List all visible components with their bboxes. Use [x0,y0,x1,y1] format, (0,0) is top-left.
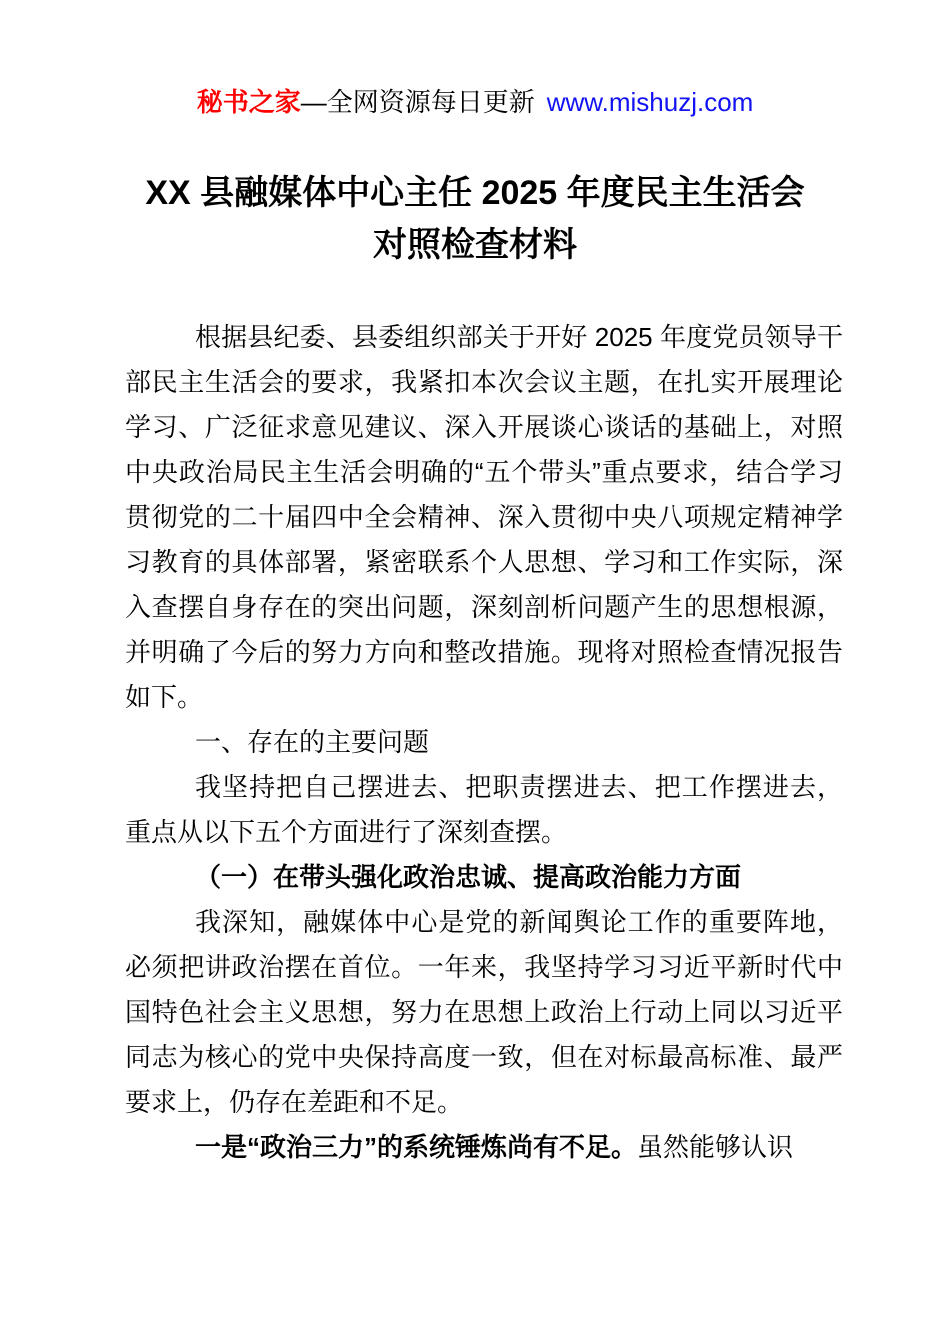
header-separator: — [300,87,327,117]
site-tagline: 全网资源每日更新 [326,87,535,117]
document-title [0,167,950,271]
paragraph: 一是“政治三力”的系统锤炼尚有不足。虽然能够认识 [195,1132,794,1162]
section-heading: 一、存在的主要问题 [195,727,430,757]
document-title-line-1: XX 县融媒体中心主任 2025 年度民主生活会 [145,174,805,212]
document-body [125,315,843,1170]
paragraph: 根据县纪委、县委组织部关于开好 2025 年度党员领导干部民主生活会的要求，我紧扣本次会议主题，在扎实开展理论学习、广泛征求意见建议、深入开展谈心谈话的基础上，对照中央政治局民主生活会明确的“五个带头”重点要求，结合学习贯彻党的二十届四中全会精神、深入贯彻中央八项规定精神学习教育的具体部署，紧密联系个人思想、学习和工作实际，深入查摆自身存在的突出问题，深刻剖析问题产生的思想根源，并明确了今后的努力方向和整改措施。现将对照检查情况报告如下。 [125,322,843,712]
site-url-link[interactable]: www.mishuzj.com [546,87,754,117]
site-name: 秘书之家 [196,87,301,117]
bold-lead-text: 一是“政治三力”的系统锤炼尚有不足。 [195,1132,638,1162]
document-title-line-2: 对照检查材料 [373,226,577,264]
paragraph: 我坚持把自己摆进去、把职责摆进去、把工作摆进去，重点从以下五个方面进行了深刻查摆。 [125,772,843,847]
site-header [0,0,950,118]
paragraph: 我深知，融媒体中心是党的新闻舆论工作的重要阵地，必须把讲政治摆在首位。一年来，我坚持学习习近平新时代中国特色社会主义思想，努力在思想上政治上行动上同以习近平同志为核心的党中央保持高度一致，但在对标最高标准、最严要求上，仍存在差距和不足。 [125,907,843,1117]
section-heading: （一）在带头强化政治忠诚、提高政治能力方面 [195,862,742,892]
